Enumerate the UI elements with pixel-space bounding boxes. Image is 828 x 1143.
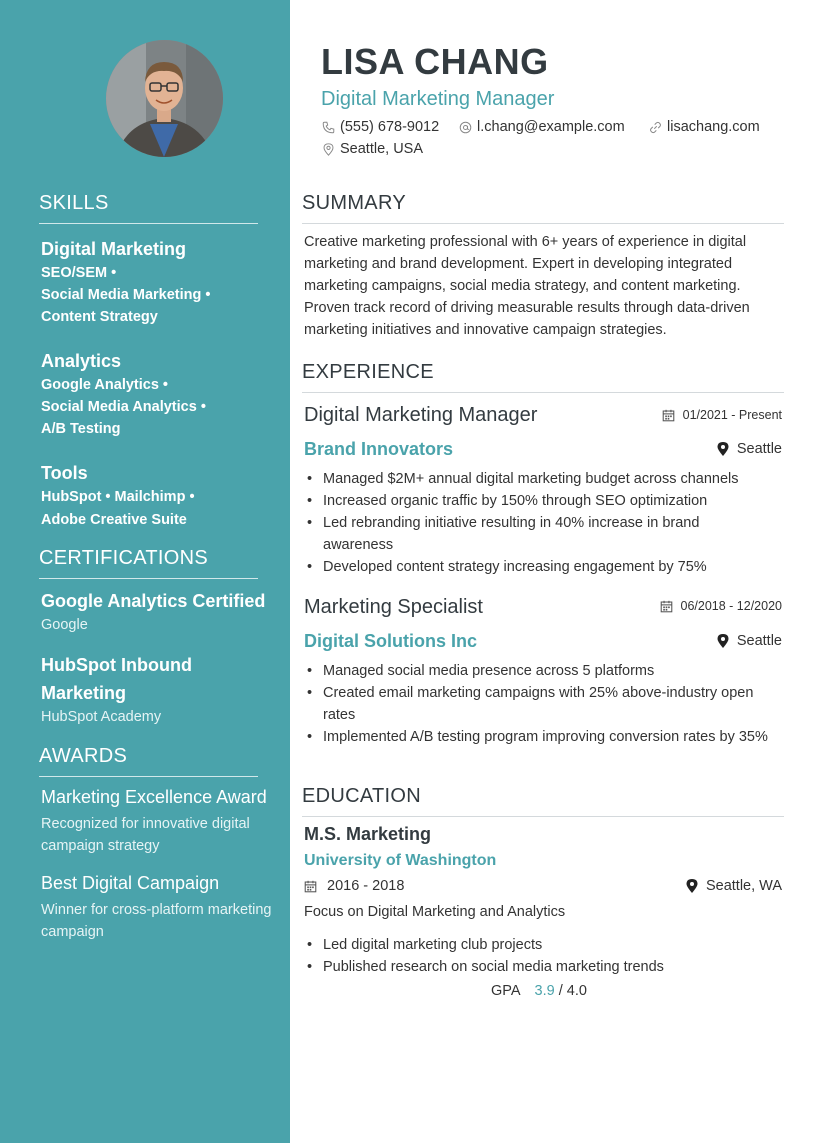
location-pin-icon bbox=[717, 634, 729, 648]
location-pin-icon bbox=[322, 143, 335, 156]
job-location bbox=[717, 633, 782, 649]
job-location-text: Seattle bbox=[736, 633, 782, 649]
avatar-photo bbox=[106, 40, 223, 157]
calendar-icon bbox=[662, 409, 675, 422]
phone-text: (555) 678-9012 bbox=[340, 119, 440, 135]
gpa-label: GPA bbox=[491, 983, 521, 999]
list-item: • Created email marketing campaigns with 25% above-industry open rates bbox=[304, 682, 784, 726]
summary-text: Creative marketing professional with 6+ years of experience in digital marketing and brand development. Expert in developing integrated marketing campaigns, social media strategy, and content marketing. Proven track record of driving measurable results through data-driven marketing initiatives and innovative campaign strategies. bbox=[304, 234, 750, 338]
contact-phone bbox=[322, 119, 439, 135]
skill-item: Adobe Creative Suite bbox=[41, 512, 187, 528]
company-name: Digital Solutions Inc bbox=[304, 631, 478, 651]
education-heading: EDUCATION bbox=[302, 785, 421, 807]
skill-item: Google Analytics • bbox=[41, 377, 169, 393]
certification-issuer: HubSpot Academy bbox=[41, 709, 162, 725]
divider bbox=[302, 392, 784, 393]
divider bbox=[39, 223, 258, 224]
job-dates bbox=[660, 599, 782, 613]
link-icon bbox=[649, 121, 662, 134]
awards-heading: AWARDS bbox=[39, 745, 128, 767]
list-item: • Managed $2M+ annual digital marketing budget across channels bbox=[304, 468, 784, 490]
certifications-heading: CERTIFICATIONS bbox=[39, 547, 209, 569]
skill-item: A/B Testing bbox=[41, 421, 121, 437]
skill-item: Social Media Analytics • bbox=[41, 399, 206, 415]
certification-issuer: Google bbox=[41, 617, 88, 633]
skill-item: HubSpot • Mailchimp • bbox=[41, 489, 195, 505]
gpa bbox=[491, 983, 587, 999]
award-description: Winner for cross-platform marketing campaign bbox=[41, 902, 272, 940]
gpa-scale: / 4.0 bbox=[554, 983, 587, 999]
skill-group-title: Analytics bbox=[41, 351, 122, 371]
email-text[interactable]: l.chang@example.com bbox=[477, 119, 625, 135]
divider bbox=[39, 578, 258, 579]
contact-website[interactable] bbox=[649, 119, 760, 135]
summary-heading: SUMMARY bbox=[302, 192, 406, 214]
experience-heading: EXPERIENCE bbox=[302, 361, 434, 383]
school-name: University of Washington bbox=[304, 852, 497, 869]
location-pin-icon bbox=[686, 879, 698, 893]
education-bullets bbox=[304, 934, 784, 978]
list-item: • Published research on social media marketing trends bbox=[304, 956, 784, 978]
education-dates bbox=[304, 878, 404, 894]
education-location bbox=[686, 878, 782, 894]
job-location bbox=[717, 441, 782, 457]
skill-group-title: Tools bbox=[41, 463, 88, 483]
job-location-text: Seattle bbox=[736, 441, 782, 457]
divider bbox=[302, 816, 784, 817]
website-text[interactable]: lisachang.com bbox=[667, 119, 760, 135]
award-name: Best Digital Campaign bbox=[41, 873, 220, 893]
list-item: • Led digital marketing club projects bbox=[304, 934, 784, 956]
location-text: Seattle, USA bbox=[340, 141, 424, 157]
contact-location bbox=[322, 141, 423, 157]
job-title: Digital Marketing Manager bbox=[304, 404, 538, 426]
skill-item: SEO/SEM • bbox=[41, 265, 117, 281]
education-location-text: Seattle, WA bbox=[705, 878, 782, 894]
job-bullets bbox=[304, 660, 784, 748]
calendar-icon bbox=[304, 880, 317, 893]
education-dates-text: 2016 - 2018 bbox=[327, 878, 405, 894]
list-item: • Led rebranding initiative resulting in 40% increase in brand awareness bbox=[304, 512, 784, 556]
award-description: Recognized for innovative digital campaign strategy bbox=[41, 816, 250, 854]
sidebar bbox=[0, 0, 290, 1143]
candidate-role: Digital Marketing Manager bbox=[321, 88, 555, 110]
location-pin-icon bbox=[717, 442, 729, 456]
list-item: • Developed content strategy increasing engagement by 75% bbox=[304, 556, 784, 578]
list-item: • Increased organic traffic by 150% through SEO optimization bbox=[304, 490, 784, 512]
calendar-icon bbox=[660, 600, 673, 613]
phone-icon bbox=[322, 121, 335, 134]
skills-heading: SKILLS bbox=[39, 192, 109, 214]
avatar bbox=[106, 40, 223, 157]
job-bullets bbox=[304, 468, 784, 578]
company-name: Brand Innovators bbox=[304, 439, 454, 459]
list-item: • Managed social media presence across 5 platforms bbox=[304, 660, 784, 682]
contact-email[interactable] bbox=[459, 119, 625, 135]
job-dates bbox=[662, 408, 782, 422]
award-name: Marketing Excellence Award bbox=[41, 787, 267, 807]
certification-name: HubSpot Inbound Marketing bbox=[41, 655, 192, 703]
candidate-name: LISA CHANG bbox=[321, 41, 549, 82]
job-title: Marketing Specialist bbox=[304, 596, 483, 618]
gpa-value: 3.9 bbox=[534, 983, 555, 999]
education-focus: Focus on Digital Marketing and Analytics bbox=[304, 904, 566, 920]
skill-item: Social Media Marketing • bbox=[41, 287, 211, 303]
at-icon bbox=[459, 121, 472, 134]
skill-item: Content Strategy bbox=[41, 309, 158, 325]
job-dates-text: 06/2018 - 12/2020 bbox=[680, 599, 782, 613]
skill-group-title: Digital Marketing bbox=[41, 239, 187, 259]
divider bbox=[302, 223, 784, 224]
divider bbox=[39, 776, 258, 777]
job-dates-text: 01/2021 - Present bbox=[682, 408, 782, 422]
degree: M.S. Marketing bbox=[304, 824, 432, 844]
list-item: • Implemented A/B testing program improving conversion rates by 35% bbox=[304, 726, 784, 748]
certification-name: Google Analytics Certified bbox=[41, 591, 266, 611]
